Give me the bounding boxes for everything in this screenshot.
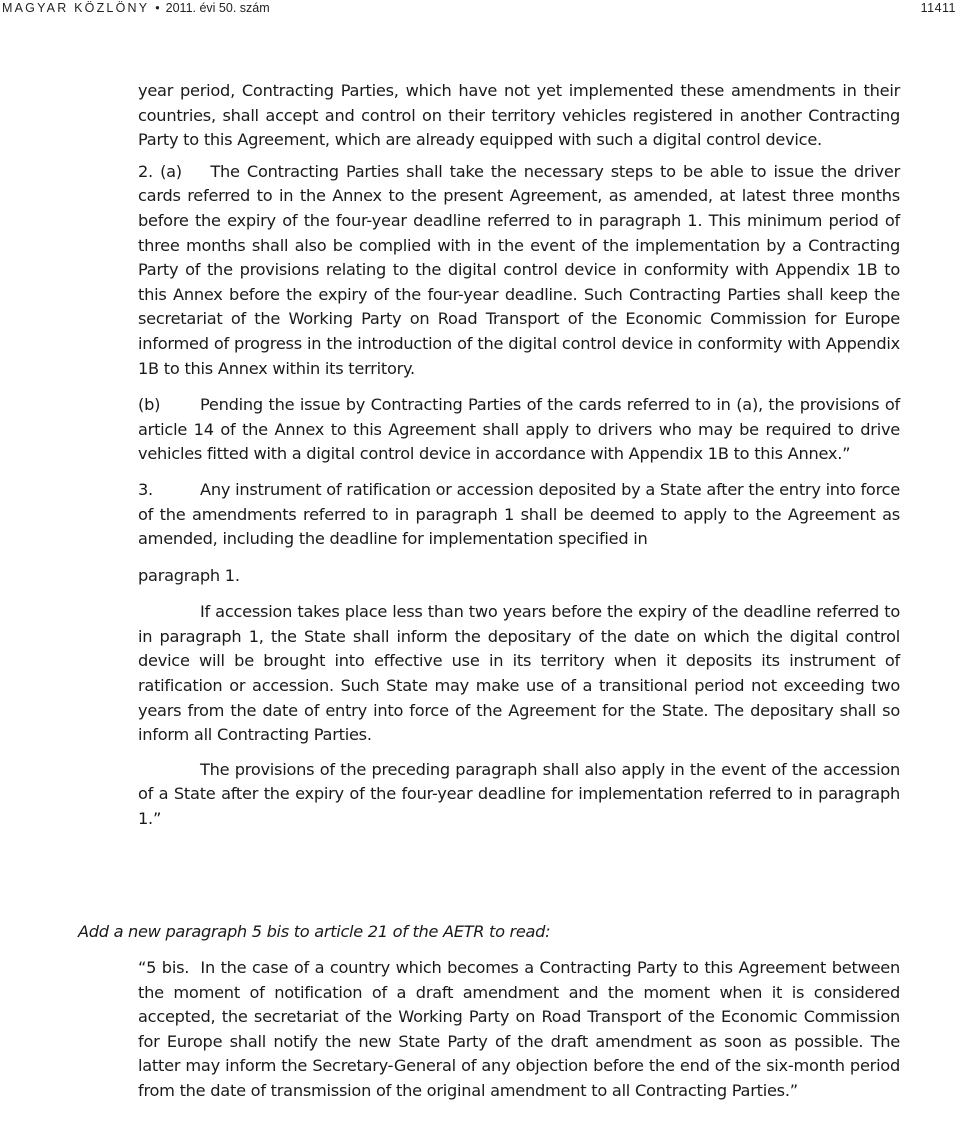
paragraph-accession-text: If accession takes place less than two years before the expiry of the deadline referred to in paragraph 1, the State shall inform the depositary of the date on which the digital control device will be brought into effective use in its territory when it deposits its instrument of ratification or accession. Such State may make use of a transitional period not exceeding two years from the date of entry into force of the Agreement for the State. The depositary shall so inform all Contracting Parties.: [138, 602, 900, 745]
paragraph-accession: [138, 600, 900, 748]
paragraph-2b-label: (b): [138, 395, 161, 415]
paragraph-5bis-text: In the case of a country which becomes a Contracting Party to this Agreement between the moment of notification of a draft amendment and the moment when it is considered accepted, the secretariat of the Working Party on Road Transport of the Economic Commission for Europe shall notify the new State Party of the draft amendment as soon as possible. The latter may inform the Secretary-General of any objection before the end of the six-month period from the date of transmission of the original amendment to all Contracting Parties.”: [138, 958, 901, 1100]
paragraph-3-tail: paragraph 1.: [138, 565, 240, 585]
page-number: 11411: [920, 1, 956, 15]
running-header: [0, 0, 960, 20]
paragraph-2a-label: 2. (a): [138, 161, 182, 181]
paragraph-provisions: [138, 758, 900, 832]
paragraph-3-label: 3.: [138, 479, 153, 499]
paragraph-3: [138, 478, 900, 552]
journal-header: [2, 1, 270, 15]
amendment-instruction: Add a new paragraph 5 bis to article 21 of the AETR to read:: [78, 922, 551, 941]
paragraph-2a: [138, 160, 900, 381]
paragraph-3-text: Any instrument of ratification or accession deposited by a State after the entry into force of the amendments referred to in paragraph 1 shall be deemed to apply to the Agreement as amended, including the deadline for implementation specified in: [138, 479, 900, 549]
paragraph-2b-text: Pending the issue by Contracting Parties of the cards referred to in (a), the provisions of article 14 of the Annex to this Agreement shall apply to drivers who may be required to drive vehicles fitted with a digital control device in accordance with Appendix 1B to this Annex.”: [138, 395, 900, 464]
document-body: [138, 79, 900, 832]
paragraph-continued: year period, Contracting Parties, which have not yet implemented these amendments in their countries, shall accept and control on their territory vehicles registered in another Contracting Party to this Agreement, which are already equipped with such a digital control device.: [138, 81, 900, 150]
paragraph-2b: [138, 393, 900, 467]
paragraph-5bis-label: “5 bis.: [138, 958, 190, 977]
paragraph-2a-text: The Contracting Parties shall take the necessary steps to be able to issue the driver cards referred to in the Annex to the present Agreement, as amended, at latest three months before the expiry of the four-year deadline referred to in paragraph 1. This minimum period of three months shall also be complied with in the event of the implementation by a Contracting Party of the provisions relating to the digital control device in conformity with Appendix 1B to this Annex before the expiry of the four-year deadline. Such Contracting Parties shall keep the secretariat of the Working Party on Road Transport of the Economic Commission for Europe informed of progress in the introduction of the digital control device in conformity with Appendix 1B to this Annex within its territory.: [138, 161, 900, 378]
issue-label: 2011. évi 50. szám: [165, 1, 270, 15]
paragraph-5bis-block: [138, 956, 900, 1104]
journal-title: MAGYAR KÖZLÖNY: [2, 1, 150, 15]
paragraph-provisions-text: The provisions of the preceding paragraph shall also apply in the event of the accession of a State after the expiry of the four-year deadline for implementation referred to in paragraph 1.”: [138, 759, 900, 829]
header-bullet: •: [155, 1, 160, 15]
paragraph-5bis: [138, 956, 900, 1104]
